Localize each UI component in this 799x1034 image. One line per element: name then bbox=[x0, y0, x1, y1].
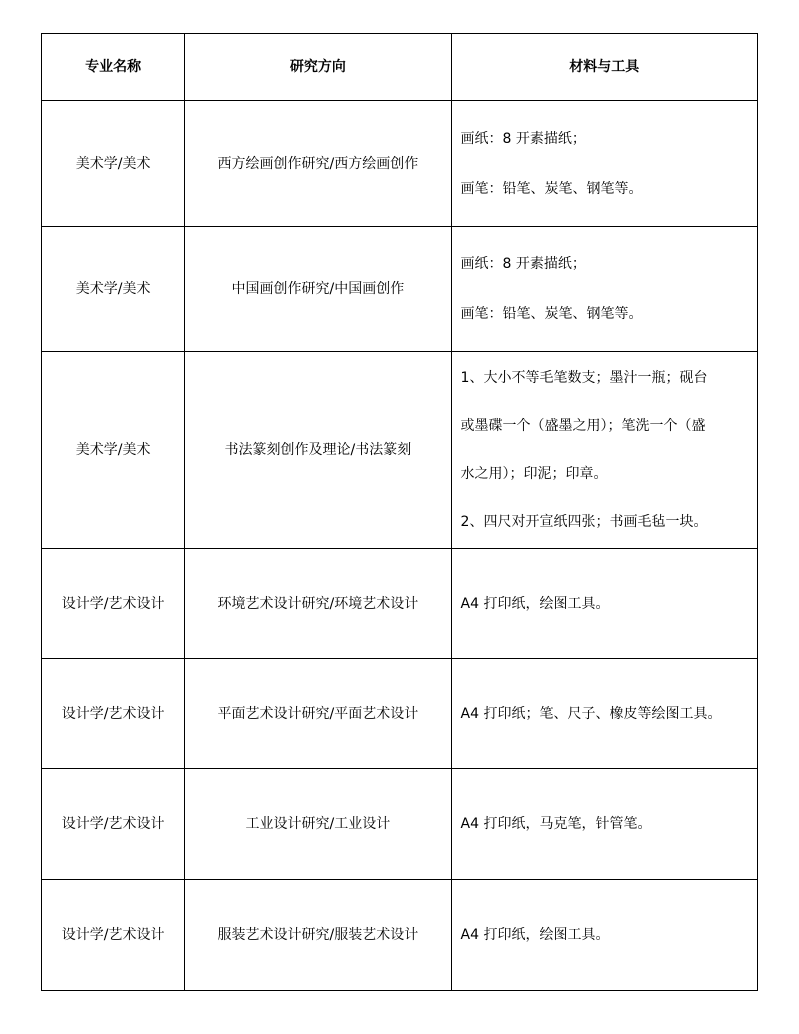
table-row bbox=[42, 659, 758, 769]
materials-line: 或墨碟一个（盛墨之用）；笔洗一个（盛 bbox=[460, 418, 706, 434]
cell-materials bbox=[451, 352, 757, 549]
materials-line: A4 打印纸；笔、尺子、橡皮等绘图工具。 bbox=[460, 705, 722, 722]
cell-direction: 服装艺术设计研究/服装艺术设计 bbox=[185, 880, 451, 991]
materials-line: 画笔：铅笔、炭笔、钢笔等。 bbox=[460, 306, 643, 322]
cell-major: 美术学/美术 bbox=[42, 227, 185, 352]
materials-line: A4 打印纸，绘图工具。 bbox=[460, 595, 610, 612]
cell-major: 美术学/美术 bbox=[42, 352, 185, 549]
table-row bbox=[42, 227, 758, 352]
cell-materials bbox=[451, 227, 757, 352]
materials-line: 画纸：8 开素描纸； bbox=[460, 130, 586, 147]
table-row bbox=[42, 101, 758, 227]
cell-direction: 书法篆刻创作及理论/书法篆刻 bbox=[185, 352, 451, 549]
header-major: 专业名称 bbox=[42, 34, 185, 101]
cell-major: 设计学/艺术设计 bbox=[42, 769, 185, 880]
header-direction: 研究方向 bbox=[185, 34, 451, 101]
cell-direction: 工业设计研究/工业设计 bbox=[185, 769, 451, 880]
cell-direction: 西方绘画创作研究/西方绘画创作 bbox=[185, 101, 451, 227]
cell-direction: 环境艺术设计研究/环境艺术设计 bbox=[185, 549, 451, 659]
cell-major: 美术学/美术 bbox=[42, 101, 185, 227]
materials-line: 画纸：8 开素描纸； bbox=[460, 256, 586, 272]
materials-table bbox=[41, 33, 758, 991]
table-row bbox=[42, 880, 758, 991]
materials-line: 水之用）；印泥；印章。 bbox=[460, 466, 608, 482]
cell-major: 设计学/艺术设计 bbox=[42, 880, 185, 991]
cell-major: 设计学/艺术设计 bbox=[42, 549, 185, 659]
table-row bbox=[42, 352, 758, 549]
materials-line: A4 打印纸，马克笔，针管笔。 bbox=[460, 816, 652, 832]
cell-materials bbox=[451, 769, 757, 880]
header-materials: 材料与工具 bbox=[451, 34, 757, 101]
materials-line: A4 打印纸，绘图工具。 bbox=[460, 927, 610, 943]
materials-line: 画笔：铅笔、炭笔、钢笔等。 bbox=[460, 180, 643, 197]
cell-major: 设计学/艺术设计 bbox=[42, 659, 185, 769]
cell-materials bbox=[451, 549, 757, 659]
cell-direction: 中国画创作研究/中国画创作 bbox=[185, 227, 451, 352]
cell-materials bbox=[451, 101, 757, 227]
materials-line: 1、大小不等毛笔数支；墨汁一瓶；砚台 bbox=[460, 370, 708, 386]
cell-direction: 平面艺术设计研究/平面艺术设计 bbox=[185, 659, 451, 769]
table-header-row bbox=[42, 34, 758, 101]
cell-materials bbox=[451, 880, 757, 991]
table-row bbox=[42, 549, 758, 659]
materials-line: 2、四尺对开宣纸四张；书画毛毡一块。 bbox=[460, 514, 708, 530]
table-row bbox=[42, 769, 758, 880]
cell-materials bbox=[451, 659, 757, 769]
